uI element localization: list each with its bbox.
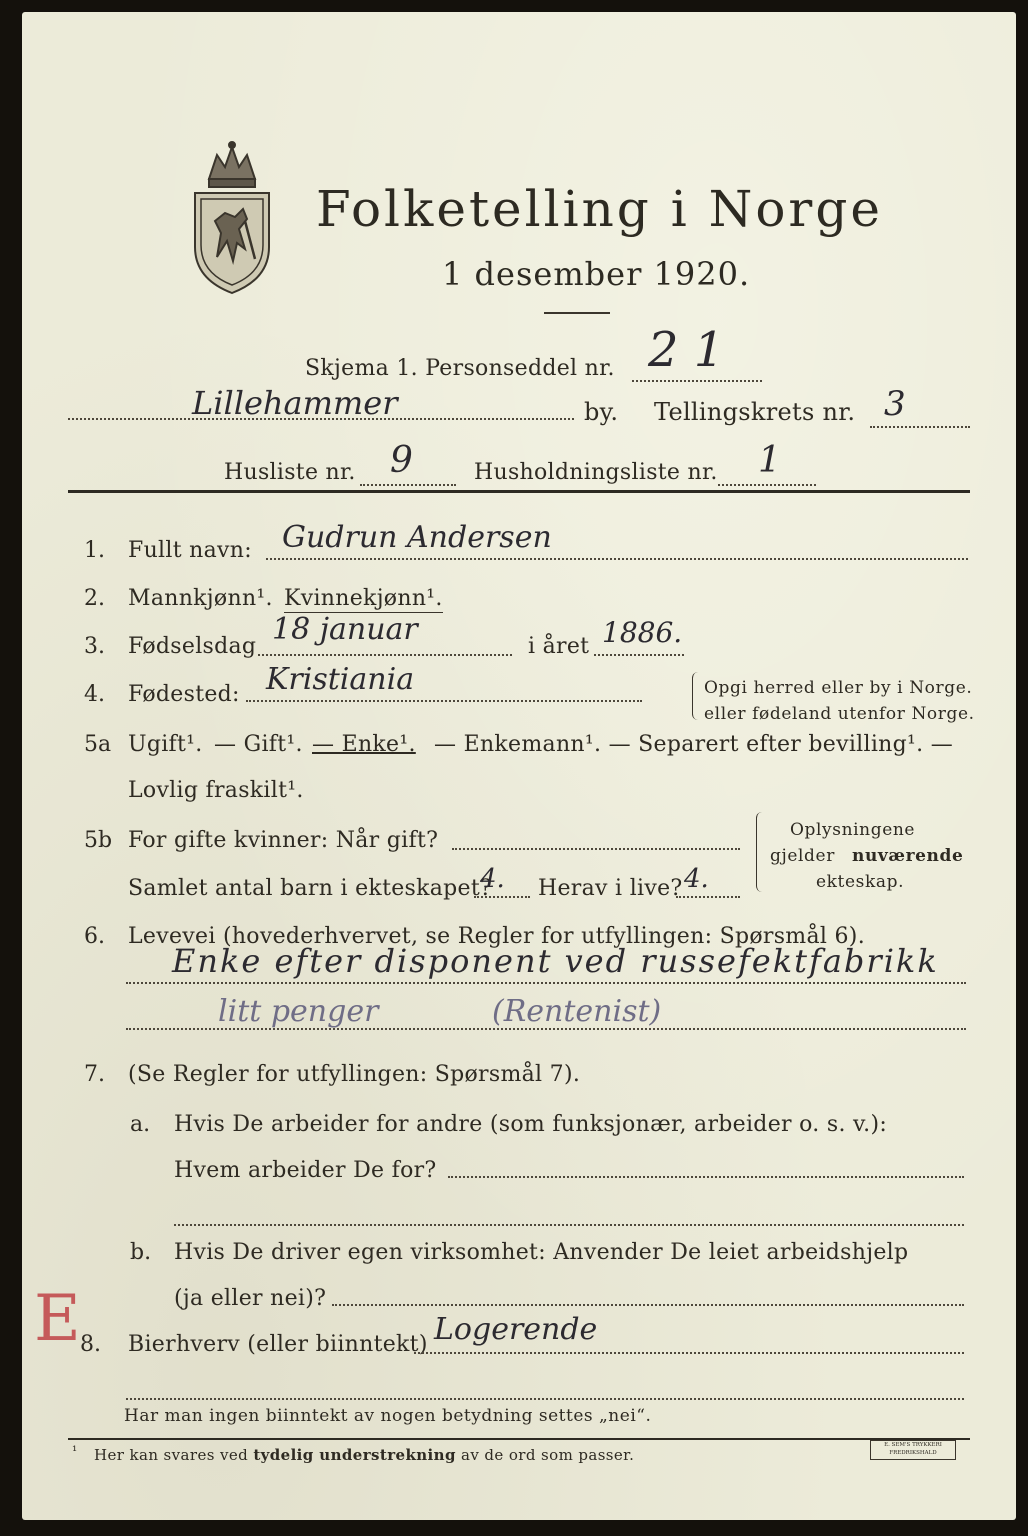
q3-year-dots — [594, 654, 684, 656]
q6-occupation-pencil-note: (Rentenist) — [492, 994, 662, 1029]
husholdning-dots — [718, 484, 816, 486]
q5b-alive-dots — [676, 896, 740, 898]
q5b-children-label: Samlet antal barn i ekteskapet? — [128, 876, 493, 901]
census-date: 1 desember 1920. — [442, 255, 751, 293]
q1-number: 1. — [84, 538, 105, 563]
q6-occupation-line2: litt penger — [218, 994, 379, 1029]
census-form-page — [22, 12, 1016, 1520]
q4-note-line1: Opgi herred eller by i Norge. — [704, 678, 973, 698]
q7b-question: (ja eller nei)? — [174, 1286, 327, 1311]
q4-number: 4. — [84, 682, 105, 707]
q3-number: 3. — [84, 634, 105, 659]
by-label: by. — [584, 398, 619, 426]
q5b-children-value: 4. — [480, 864, 505, 894]
q2-number: 2. — [84, 586, 105, 611]
q7a-dots-line2 — [174, 1224, 964, 1226]
q5a-gift: — Gift¹. — [214, 732, 303, 757]
q5a-enke-underlined: — Enke¹. — [312, 732, 416, 757]
footnote-mark: ¹ — [72, 1444, 78, 1459]
q5b-married-dots — [452, 848, 740, 850]
q1-label: Fullt navn: — [128, 538, 252, 563]
q6-number: 6. — [84, 924, 105, 949]
q5b-note-bracket — [756, 812, 765, 892]
husholdning-label: Husholdningsliste nr. — [474, 460, 718, 485]
q3-birthday-value: 18 januar — [272, 612, 418, 647]
q1-dots — [266, 558, 968, 560]
q7a-text: Hvis De arbeider for andre (som funksjonær, arbeider o. s. v.): — [174, 1112, 888, 1137]
schema-dots — [632, 380, 762, 382]
q4-birthplace-value: Kristiania — [266, 662, 415, 697]
q2-kvinnekjonn-underlined: Kvinnekjønn¹. — [284, 586, 443, 611]
q7a-question: Hvem arbeider De for? — [174, 1158, 437, 1183]
nei-instruction: Har man ingen biinntekt av nogen betydning settes „nei“. — [124, 1406, 652, 1426]
footnote-bold: tydelig understrekning — [253, 1446, 456, 1464]
q5a-ugift: Ugift¹. — [128, 732, 203, 757]
tellingskrets-dots — [870, 426, 970, 428]
q8-number: 8. — [80, 1332, 101, 1357]
q6-dots-line1 — [126, 982, 966, 984]
q7b-number: b. — [130, 1240, 152, 1265]
q5a-number: 5a — [84, 732, 112, 757]
q7-label: (Se Regler for utfyllingen: Spørsmål 7). — [128, 1062, 581, 1087]
q5b-label-married: For gifte kvinner: Når gift? — [128, 828, 439, 853]
q4-note-line2: eller fødeland utenfor Norge. — [704, 704, 975, 724]
q8-label: Bierhverv (eller biinntekt) — [128, 1332, 428, 1357]
q4-label: Fødested: — [128, 682, 240, 707]
husliste-label: Husliste nr. — [224, 460, 356, 485]
q3-label: Fødselsdag — [128, 634, 257, 659]
q8-dots-line2 — [126, 1398, 964, 1400]
footnote-prefix: Her kan svares ved — [94, 1446, 249, 1464]
margin-pencil-mark: E — [34, 1282, 81, 1356]
q3-dots — [258, 654, 512, 656]
q5a-fraskilt: Lovlig fraskilt¹. — [128, 778, 304, 803]
q3-year-label: i året — [528, 634, 590, 659]
q6-occupation-line1: Enke efter disponent ved russefektfabrikk — [172, 942, 939, 980]
footnote-suffix: av de ord som passer. — [461, 1446, 635, 1464]
q6-label: Levevei (hovederhvervet, se Regler for utfyllingen: Spørsmål 6). — [128, 924, 865, 949]
q7b-dots — [332, 1304, 964, 1306]
printer-stamp: E. SEM'S TRYKKERI FREDRIKSHALD — [870, 1440, 956, 1460]
footnote-divider — [68, 1438, 970, 1440]
tellingskrets-value: 3 — [884, 384, 906, 424]
schema-label: Skjema 1. Personseddel nr. — [305, 356, 615, 381]
q5b-number: 5b — [84, 828, 113, 853]
q4-dots — [246, 700, 642, 702]
q5b-alive-label: Herav i live? — [538, 876, 683, 901]
q5b-note-line2b: nuværende — [852, 846, 964, 866]
q5a-rest: — Enkemann¹. — Separert efter bevilling¹. — — [434, 732, 954, 757]
q1-full-name-value: Gudrun Andersen — [282, 520, 552, 555]
form-title: Folketelling i Norge — [316, 180, 883, 238]
q8-side-income-value: Logerende — [434, 1312, 598, 1347]
town-value: Lillehammer — [192, 384, 398, 422]
footnote-text — [94, 1446, 634, 1464]
q5b-note-line1: Oplysningene — [790, 820, 916, 840]
q7b-text: Hvis De driver egen virksomhet: Anvender De leiet arbeidshjelp — [174, 1240, 909, 1265]
q7a-dots-line1 — [448, 1176, 964, 1178]
tellingskrets-label: Tellingskrets nr. — [654, 398, 856, 426]
q5b-alive-value: 4. — [684, 864, 709, 894]
q5b-children-dots — [474, 896, 530, 898]
schema-value: 2 1 — [648, 322, 725, 378]
q2-mannkjonn: Mannkjønn¹. — [128, 586, 273, 611]
q8-dots-line1 — [414, 1352, 964, 1354]
q3-year-value: 1886. — [602, 616, 683, 649]
husliste-dots — [360, 484, 456, 486]
husholdning-value: 1 — [758, 440, 781, 481]
title-rule — [544, 312, 610, 314]
q7a-number: a. — [130, 1112, 151, 1137]
q4-note-bracket — [692, 672, 701, 720]
header-divider — [68, 490, 970, 493]
q7-number: 7. — [84, 1062, 105, 1087]
q5b-note-line2a: gjelder — [770, 846, 835, 866]
husliste-value: 9 — [390, 440, 413, 481]
q5b-note-line3: ekteskap. — [816, 872, 905, 892]
coat-of-arms-icon — [187, 137, 277, 297]
